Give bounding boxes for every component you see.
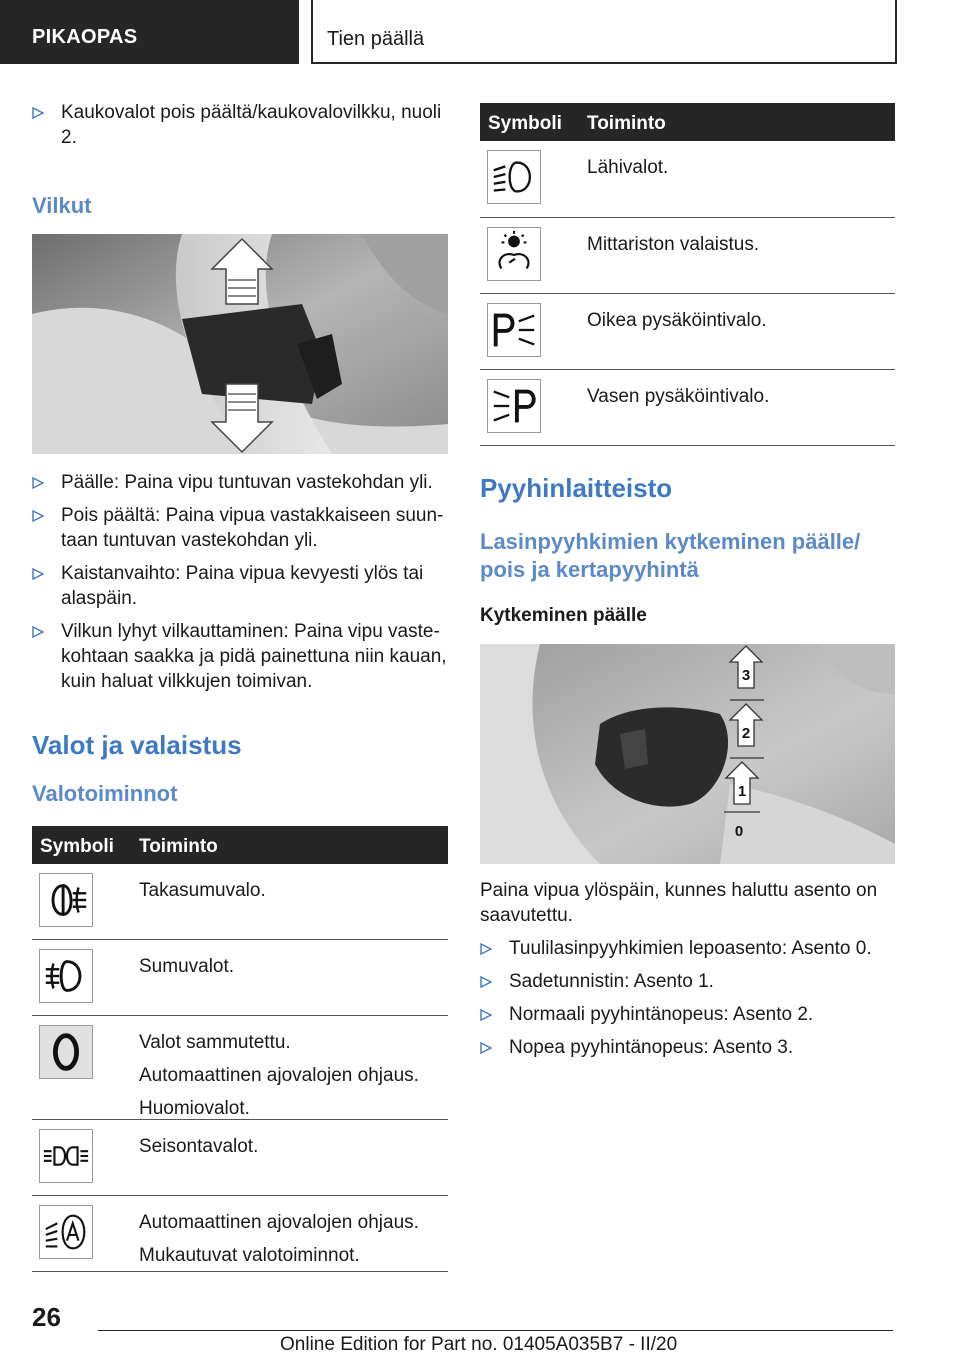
column-function: Toiminto — [587, 113, 666, 134]
list-item: Sadetunnistin: Asento 1. — [480, 969, 895, 994]
row-description: Lähivalot. — [587, 157, 669, 178]
wiper-positions-list — [480, 936, 895, 1060]
rear-fog-light-icon — [39, 873, 93, 927]
edition-line: Online Edition for Part no. 01405A035B7 - II/20 — [280, 1334, 678, 1355]
list-item: Kaistanvaihto: Paina vipua kevyesti ylös tai alaspäin. — [32, 561, 448, 611]
list-item: Normaali pyyhintänopeus: Asento 2. — [480, 1002, 895, 1027]
turn-signal-photo — [32, 234, 448, 454]
light-functions-table — [32, 826, 448, 1272]
triangle-bullet-icon — [480, 1009, 492, 1021]
page-number: 26 — [32, 1302, 61, 1332]
left-column — [32, 100, 448, 1272]
table-row — [32, 940, 448, 1016]
list-item: Nopea pyyhintänopeus: Asento 3. — [480, 1035, 895, 1060]
table-row — [32, 864, 448, 940]
row-description: Valot sammutettu. Automaattinen ajovalojen ohjaus. Huomiovalot. — [139, 1032, 419, 1119]
auto-headlight-icon — [39, 1205, 93, 1259]
triangle-bullet-icon — [480, 976, 492, 988]
position-3-label: 3 — [741, 667, 751, 684]
table-row — [480, 294, 895, 370]
list-item: Pois päältä: Paina vipua vastakkaiseen suun- taan tuntuvan vastekohdan yli. — [32, 503, 448, 553]
row-description: Takasumuvalo. — [139, 880, 266, 901]
row-description: Mittariston valaistus. — [587, 234, 760, 255]
instrument-lighting-icon — [487, 227, 541, 281]
left-parking-light-icon — [487, 379, 541, 433]
triangle-bullet-icon — [32, 510, 44, 522]
table-row — [480, 141, 895, 218]
position-0-label: 0 — [734, 823, 744, 840]
triangle-bullet-icon — [32, 568, 44, 580]
chapter-tab — [311, 0, 897, 64]
vilkut-list — [32, 470, 448, 694]
wiper-lever-diagram — [480, 644, 895, 864]
table-row — [32, 1196, 448, 1272]
row-description: Vasen pysäköintivalo. — [587, 386, 770, 407]
row-description: Seisontavalot. — [139, 1136, 259, 1157]
section-title: PIKAOPAS — [32, 26, 138, 48]
triangle-bullet-icon — [32, 477, 44, 489]
column-symbol: Symboli — [40, 836, 114, 857]
triangle-bullet-icon — [32, 626, 44, 638]
valotoiminnot-heading: Valotoiminnot — [32, 781, 178, 806]
light-functions-table-continued — [480, 103, 895, 446]
pyyhin-heading: Pyyhinlaitteisto — [480, 473, 673, 503]
table-header — [480, 103, 895, 141]
position-1-label: 1 — [737, 783, 747, 800]
list-item: Vilkun lyhyt vilkauttaminen: Paina vipu vaste- kohtaan saakka ja pidä painettuna niin kauan, kuin haluat vilkkujen toimivan. — [32, 619, 448, 694]
lasin-heading: Lasinpyyhkimien kytkeminen päälle/ pois ja kertapyyhintä — [480, 529, 861, 582]
row-description: Oikea pysäköintivalo. — [587, 310, 767, 331]
table-row — [32, 1016, 448, 1120]
wiper-instruction: Paina vipua ylöspäin, kunnes haluttu asento on saavutettu. — [480, 880, 878, 926]
chapter-title: Tien päällä — [327, 28, 425, 50]
valot-heading: Valot ja valaistus — [32, 730, 242, 760]
row-description: Automaattinen ajovalojen ohjaus. Mukautuvat valotoiminnot. — [139, 1212, 419, 1266]
section-tab — [0, 0, 299, 64]
column-symbol: Symboli — [488, 113, 562, 134]
list-item: Päälle: Paina vipu tuntuvan vastekohdan yli. — [32, 470, 448, 495]
column-function: Toiminto — [139, 836, 218, 857]
triangle-bullet-icon — [480, 943, 492, 955]
zero-position-icon — [39, 1025, 93, 1079]
position-2-label: 2 — [741, 725, 751, 742]
right-parking-light-icon — [487, 303, 541, 357]
table-header — [32, 826, 448, 864]
triangle-bullet-icon — [32, 107, 44, 119]
right-column — [480, 103, 895, 1068]
table-row — [480, 218, 895, 294]
kytkeminen-heading: Kytkeminen päälle — [480, 605, 647, 626]
triangle-bullet-icon — [480, 1042, 492, 1054]
parking-lights-icon — [39, 1129, 93, 1183]
table-row — [480, 370, 895, 446]
footer-divider — [98, 1330, 893, 1331]
vilkut-heading: Vilkut — [32, 193, 92, 218]
row-description: Sumuvalot. — [139, 956, 235, 977]
table-row — [32, 1120, 448, 1196]
low-beam-icon — [487, 150, 541, 204]
front-fog-light-icon — [39, 949, 93, 1003]
list-item: Kaukovalot pois päältä/kaukovalovilkku, nuoli 2. — [32, 100, 448, 150]
list-item: Tuulilasinpyyhkimien lepoasento: Asento 0. — [480, 936, 895, 961]
